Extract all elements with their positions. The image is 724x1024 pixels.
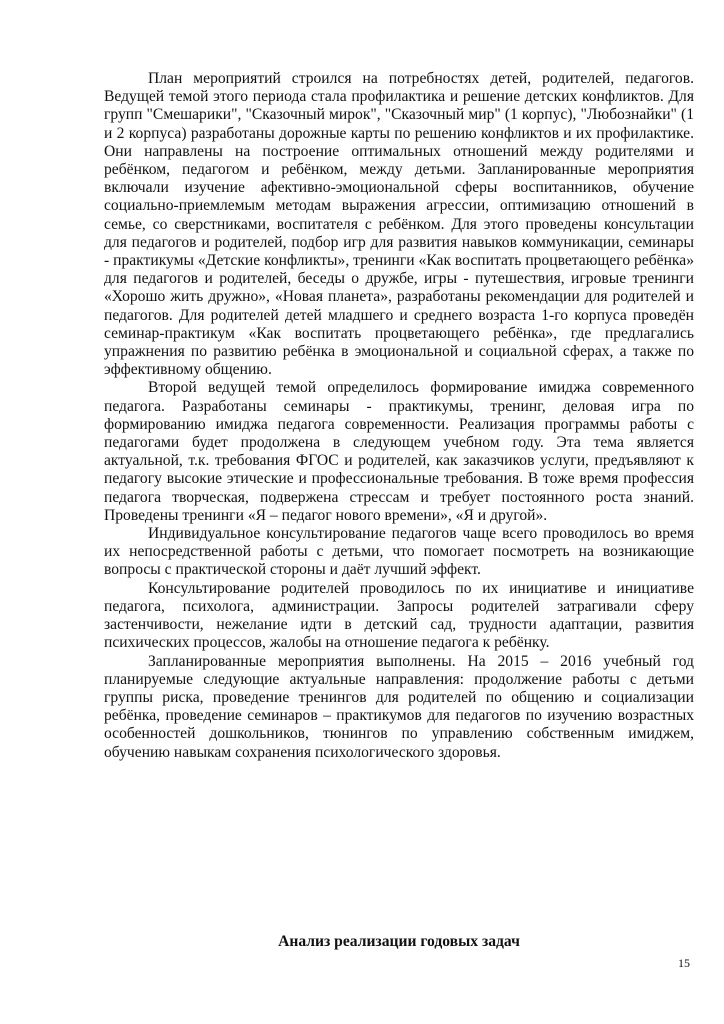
paragraph-3: Индивидуальное консультирование педагогов чаще всего проводилось во время их непосредственной работы с детьми, что помогает посмотреть на возникающие вопросы с практической стороны и даёт лучший эффект. — [104, 525, 694, 579]
paragraph-1: План мероприятий строился на потребностях детей, родителей, педагогов. Ведущей темой этого периода стала профилактика и решение детских конфликтов. Для групп "Смешарики", "Сказочный мирок", "Сказочный мир" (1 корпус), "Любознайки" (1 и 2 корпуса) разработаны дорожные карты по решению конфликтов и их профилактике. Они направлены на построение оптимальных отношений между родителями и ребёнком, педагогом и ребёнком, между детьми. Запланированные мероприятия включали изучение афективно-эмоциональной сферы воспитанников, обучение социально-приемлемым методам выражения агрессии, оптимизацию отношений в семье, со сверстниками, воспитателя с ребёнком. Для этого проведены консультации для педагогов и родителей, подбор игр для развития навыков коммуникации, семинары - практикумы «Детские конфликты», тренинги «Как воспитать процветающего ребёнка» для педагогов и родителей, беседы о дружбе, игры - путешествия, игровые тренинги «Хорошо жить дружно», «Новая планета», разработаны рекомендации для родителей и педагогов. Для родителей детей младшего и среднего возраста 1-го корпуса проведён семинар-практикум «Как воспитать процветающего ребёнка», где предлагались упражнения по развитию ребёнка в эмоциональной и социальной сферах, а также по эффективному общению. — [104, 70, 694, 379]
paragraph-4: Консультирование родителей проводилось по их инициативе и инициативе педагога, психолога, администрации. Запросы родителей затрагивали сферу застенчивости, нежелание идти в детский сад, трудности адаптации, развития психических процессов, жалобы на отношение педагога к ребёнку. — [104, 579, 694, 652]
paragraph-2: Второй ведущей темой определилось формирование имиджа современного педагога. Разработаны семинары - практикумы, тренинг, деловая игра по формированию имиджа педагога современности. Реализация программы работы с педагогами будет продолжена в следующем учебном году. Эта тема является актуальной, т.к. требования ФГОС и родителей, как заказчиков услуги, предъявляют к педагогу высокие этические и профессиональные требования. В тоже время профессия педагога творческая, подвержена стрессам и требует постоянного роста знаний. Проведены тренинги «Я – педагог нового времени», «Я и другой». — [104, 379, 694, 524]
page-number: 15 — [678, 956, 690, 970]
paragraph-5: Запланированные мероприятия выполнены. На 2015 – 2016 учебный год планируемые следующие актуальные направления: продолжение работы с детьми группы риска, проведение тренингов для родителей по общению и социализации ребёнка, проведение семинаров – практикумов для педагогов по изучению возрастных особенностей дошкольников, тюнингов по управлению собственным имиджем, обучению навыкам сохранения психологического здоровья. — [104, 652, 694, 761]
body-text — [104, 70, 694, 762]
section-heading: Анализ реализации годовых задач — [278, 933, 520, 950]
